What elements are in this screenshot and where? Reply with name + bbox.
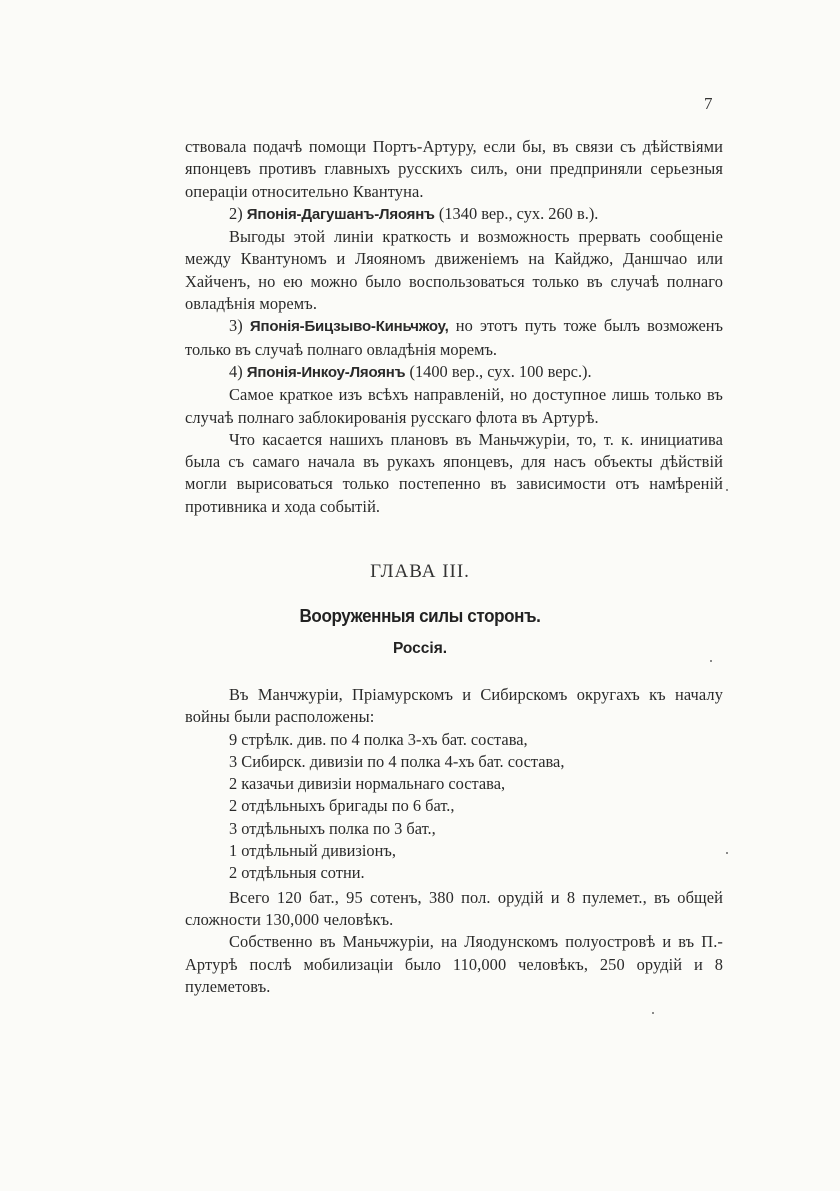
route-4-distance: (1400 вер., сух. 100 верс.). — [409, 361, 592, 381]
route-4 — [185, 361, 723, 384]
paragraph-total: Всего 120 бат., 95 сотенъ, 380 пол. орудій и 8 пулемет., въ общей сложности 130,000 человѣкъ. — [185, 887, 723, 929]
route-2-number: 2) — [229, 203, 243, 223]
route-3 — [185, 315, 723, 361]
paragraph-route-4-description: Самое краткое изъ всѣхъ направленій, но доступное лишь только въ случаѣ полнаго заблокированія русскаго флота въ Артурѣ. — [185, 385, 723, 427]
forces-list — [185, 729, 723, 885]
page-number: 7 — [704, 94, 713, 113]
top-text-block — [185, 136, 723, 518]
route-3-text: но этотъ путь тоже былъ возможенъ только въ случаѣ полнаго овладѣнія моремъ. — [185, 316, 723, 359]
list-item: 2 казачьи дивизіи нормальнаго состава, — [229, 774, 506, 794]
scan-speck — [710, 660, 712, 662]
route-2-name: Японія-Дагушанъ-Ляоянъ — [246, 205, 435, 223]
paragraph-intro: Въ Манчжуріи, Пріамурскомъ и Сибирскомъ округахъ къ началу войны были расположены: — [185, 685, 723, 727]
chapter-heading: ГЛАВА III. — [370, 561, 470, 582]
list-item: 9 стрѣлк. див. по 4 полка 3-хъ бат. состава, — [229, 729, 528, 749]
route-4-number: 4) — [229, 361, 243, 381]
paragraph-continuation: ствовала подачѣ помощи Портъ-Артуру, если бы, въ связи съ дѣйствіями японцевъ противъ главныхъ русскихъ силъ, они предприняли серьезныя операціи относительно Квантуна. — [185, 137, 723, 201]
list-item: 3 отдѣльныхъ полка по 3 бат., — [229, 818, 436, 838]
list-item: 3 Сибирск. дивизіи по 4 полка 4-хъ бат. состава, — [229, 751, 565, 771]
list-item: 1 отдѣльный дивизіонъ, — [229, 841, 396, 861]
paragraph-route-2-advantages: Выгоды этой линіи краткость и возможность прервать сообщеніе между Квантуномъ и Ляояномъ движеніемъ на Кайджо, Даншчао или Хайченъ, но ею можно было воспользоваться только въ случаѣ полнаго овладѣнія моремъ. — [185, 227, 723, 314]
scan-speck — [726, 489, 728, 491]
route-3-name: Японія-Бицзыво-Киньчжоу, — [249, 318, 449, 336]
chapter-subtitle: Вооруженныя силы сторонъ. — [299, 605, 541, 626]
section-heading: Россія. — [392, 640, 448, 657]
bottom-text-block — [185, 684, 723, 998]
scan-speck — [652, 1012, 654, 1014]
route-4-name: Японія-Инкоу-Ляоянъ — [246, 363, 406, 381]
route-2 — [185, 203, 723, 226]
paragraph-manchuria: Собственно въ Маньчжуріи, на Ляодунскомъ полуостровѣ и въ П.-Артурѣ послѣ мобилизаціи было 110,000 человѣкъ, 250 орудій и 8 пулеметовъ. — [185, 932, 723, 996]
list-item: 2 отдѣльныя сотни. — [229, 863, 365, 883]
route-3-number: 3) — [229, 316, 243, 336]
route-2-distance: (1340 вер., сух. 260 в.). — [438, 203, 599, 223]
list-item: 2 отдѣльныхъ бригады по 6 бат., — [229, 796, 455, 816]
scan-speck — [726, 852, 728, 854]
paragraph-russian-plans: Что касается нашихъ плановъ въ Маньчжуріи, то, т. к. инициатива была съ самаго начала въ рукахъ японцевъ, для насъ объекты дѣйствій могли вырисоваться только постепенно въ зависимости отъ намѣреній противника и хода событій. — [185, 429, 723, 516]
